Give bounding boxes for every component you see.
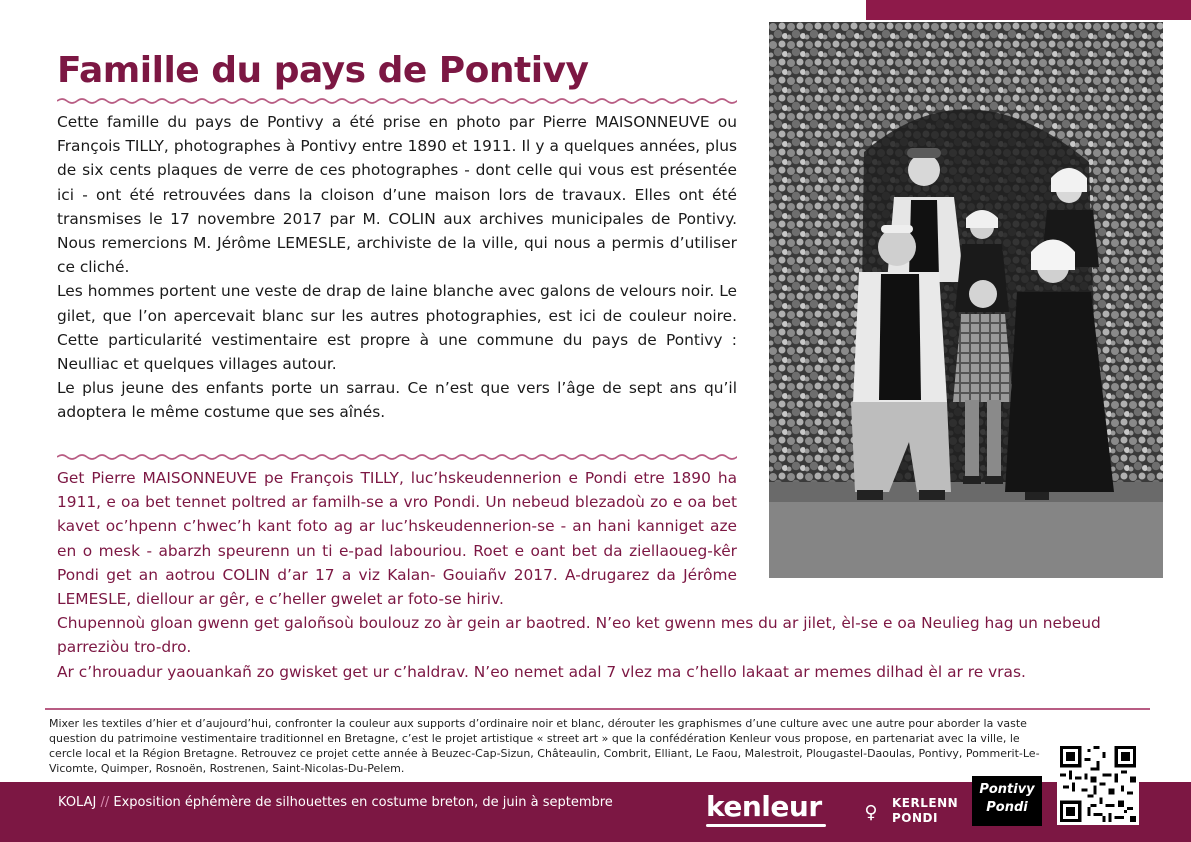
qr-code[interactable] (1057, 743, 1139, 825)
french-description (57, 110, 737, 425)
kerlenn-emblem-icon: ♀ (864, 802, 878, 823)
footnote-divider (45, 708, 1150, 710)
kenleur-logo: kenleur (706, 790, 822, 823)
footer-label: KOLAJ (58, 795, 97, 810)
kerlenn-line-2: PONDI (892, 811, 938, 825)
breton-paragraph: Ar c’hrouadur yaouankañ zo gwisket get ur c’haldrav. N’eo nemet adal 7 vlez ma c’hello lakaat ar memes dilhad èl ar re vras. (57, 662, 1026, 681)
french-paragraph: Cette famille du pays de Pontivy a été prise en photo par Pierre MAISONNEUVE ou François TILLY, photographes à Pontivy entre 1890 et 1911. Il y a quelques années, plus de six cents plaques de verre de ces photographes - dont celle qui vous est présentée ici - ont été retrouvées dans la cloison d’une maison lors de travaux. Elles ont été transmises le 17 novembre 2017 par M. COLIN aux archives municipales de Pontivy. Nous remercions M. Jérôme LEMESLE, archiviste de la ville, qui nous a permis d’utiliser ce cliché. (57, 113, 737, 277)
decorative-wave-divider (57, 97, 737, 105)
decorative-wave-divider (57, 453, 737, 461)
kerlenn-pondi-logo (856, 796, 960, 828)
kerlenn-logo-text (892, 796, 958, 826)
kerlenn-line-1: KERLENN (892, 796, 959, 810)
footer-caption (58, 795, 613, 810)
breton-description (57, 466, 1147, 684)
pondi-logo-line-2: Pondi (986, 800, 1028, 815)
pontivy-pondi-logo (972, 776, 1042, 826)
breton-paragraph: Get Pierre MAISONNEUVE pe François TILLY, luc’hskeudennerion e Pondi etre 1890 ha 1911, e oa bet tennet poltred ar familh-se a vro Pondi. Un nebeud blezadoù zo e oa bet kavet oc’hpenn c’hwec’h kant foto ag ar luc’hskeudennerion-se - an hani kanniget aze en o mesk - abarzh speurenn un ti e-pad labouriou. Roet e oant bet da ziellaoueg-kêr Pondi get an aotrou COLIN d’ar 17 a viz Kalan- Gouiañv 2017. A-drugarez da Jérôme LEMESLE, diellour ar gêr, e c’heller gwelet ar foto-se hiriv. (57, 469, 737, 609)
french-paragraph: Les hommes portent une veste de drap de laine blanche avec galons de velours noir. Le gilet, que l’on apercevait blanc sur les autres photographies, est ici de couleur noire. Cette particularité vestimentaire est propre à une commune du pays de Pontivy : Neulliac et quelques villages autour. (57, 282, 737, 374)
project-footnote: Mixer les textiles d’hier et d’aujourd’hui, confronter la couleur aux supports d’ordinaire noir et blanc, dérouter les graphismes d’une culture avec une autre pour aborder la vaste question du patrimoine vestimentaire traditionnel en Bretagne, c’est le projet artistique « street art » que la confédération Kenleur vous propose, en partenariat avec la ville, le cercle local et la Région Bretagne. Retrouvez ce projet cette année à Beuzec-Cap-Sizun, Châteaulin, Combrit, Elliant, Le Faou, Malestroit, Plougastel-Daoulas, Pontivy, Pommerit-Le-Vicomte, Quimper, Rosnoën, Rostrenen, Saint-Nicolas-Du-Pelem. (49, 717, 1040, 775)
kenleur-logo-underline (706, 824, 826, 827)
corner-accent-band (866, 0, 1191, 20)
footer-exhibition-text: Exposition éphémère de silhouettes en costume breton, de juin à septembre (113, 795, 613, 810)
french-paragraph: Le plus jeune des enfants porte un sarrau. Ce n’est que vers l’âge de sept ans qu’il adoptera le même costume que ses aînés. (57, 379, 737, 422)
breton-paragraph: Chupennoù gloan gwenn get galoñsoù boulouz zo àr gein ar baotred. N’eo ket gwenn mes du ar jilet, èl-se e oa Neulieg hag un nebeud parreziòu tro-dro. (57, 614, 1101, 657)
page-title: Famille du pays de Pontivy (57, 50, 589, 91)
pondi-logo-line-1: Pontivy (979, 782, 1035, 797)
footer-separator: // (100, 795, 110, 810)
